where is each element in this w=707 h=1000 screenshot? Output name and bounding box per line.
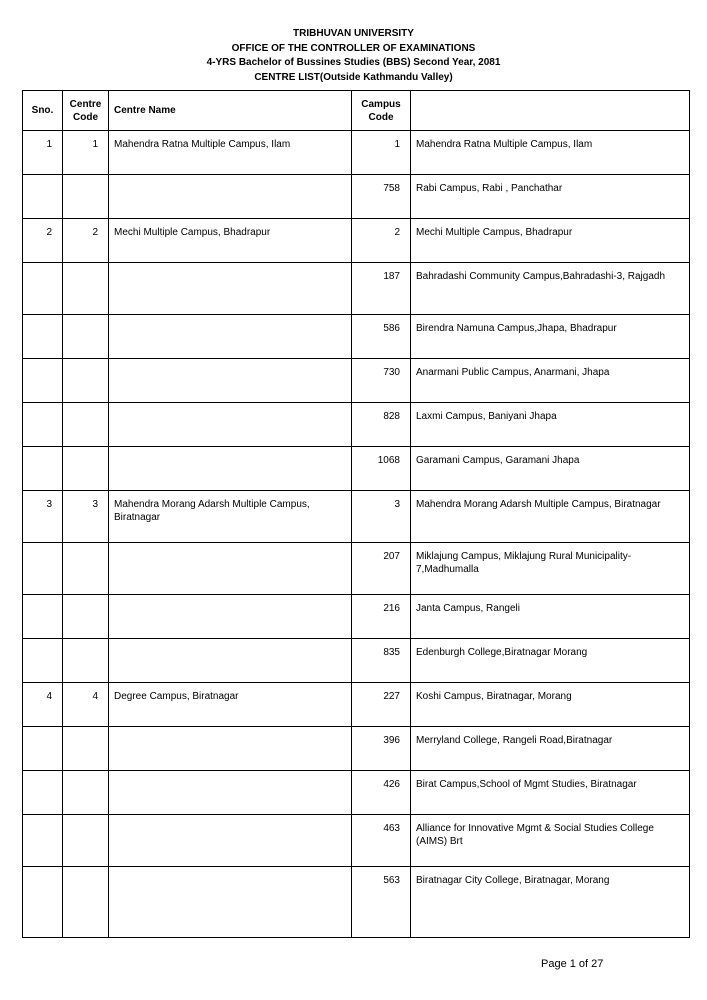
campus-name-cell: Birendra Namuna Campus,Jhapa, Bhadrapur — [411, 315, 690, 359]
campus-code-cell: 216 — [352, 595, 411, 639]
table-row — [23, 403, 690, 447]
sno-cell: 4 — [23, 683, 63, 727]
centre-name-cell — [109, 315, 352, 359]
sno-cell: 1 — [23, 131, 63, 175]
campus-code-cell: 1 — [352, 131, 411, 175]
centre-code-cell — [63, 595, 109, 639]
campus-code-cell: 187 — [352, 263, 411, 315]
centre-name-header: Centre Name — [109, 91, 352, 131]
campus-code-cell: 1068 — [352, 447, 411, 491]
centre-code-cell: 4 — [63, 683, 109, 727]
sno-cell — [23, 315, 63, 359]
centre-code-cell: 1 — [63, 131, 109, 175]
table-header-row — [23, 91, 690, 131]
centre-code-cell — [63, 771, 109, 815]
centre-name-cell — [109, 359, 352, 403]
sno-header: Sno. — [23, 91, 63, 131]
centre-name-cell: Mechi Multiple Campus, Bhadrapur — [109, 219, 352, 263]
table-row — [23, 263, 690, 315]
campus-name-cell: Miklajung Campus, Miklajung Rural Municipality-7,Madhumalla — [411, 543, 690, 595]
centre-code-cell — [63, 175, 109, 219]
centre-code-cell — [63, 727, 109, 771]
table-row — [23, 727, 690, 771]
campus-name-cell: Garamani Campus, Garamani Jhapa — [411, 447, 690, 491]
table-body — [23, 131, 690, 938]
campus-name-cell: Alliance for Innovative Mgmt & Social Studies College (AIMS) Brt — [411, 815, 690, 867]
campus-code-cell: 207 — [352, 543, 411, 595]
table-row — [23, 175, 690, 219]
campus-name-cell: Birat Campus,School of Mgmt Studies, Biratnagar — [411, 771, 690, 815]
campus-code-cell: 2 — [352, 219, 411, 263]
page-number: Page 1 of 27 — [541, 958, 604, 970]
centre-code-cell — [63, 403, 109, 447]
campus-code-header-line2: Code — [368, 111, 394, 123]
campus-code-cell: 563 — [352, 867, 411, 938]
centre-code-cell — [63, 815, 109, 867]
centre-code-cell: 2 — [63, 219, 109, 263]
document-header — [0, 27, 707, 85]
sno-cell — [23, 359, 63, 403]
centre-code-header — [63, 91, 109, 131]
centre-code-cell: 3 — [63, 491, 109, 543]
table-row — [23, 639, 690, 683]
centre-code-header-line2: Code — [73, 111, 98, 123]
sno-cell — [23, 867, 63, 938]
sno-cell: 2 — [23, 219, 63, 263]
campus-name-cell: Rabi Campus, Rabi , Panchathar — [411, 175, 690, 219]
centre-name-cell — [109, 403, 352, 447]
centre-name-cell: Degree Campus, Biratnagar — [109, 683, 352, 727]
campus-code-cell: 3 — [352, 491, 411, 543]
campus-name-cell: Edenburgh College,Biratnagar Morang — [411, 639, 690, 683]
table-row — [23, 867, 690, 938]
table-row — [23, 595, 690, 639]
table-row — [23, 815, 690, 867]
campus-name-cell: Merryland College, Rangeli Road,Biratnagar — [411, 727, 690, 771]
campus-name-cell: Laxmi Campus, Baniyani Jhapa — [411, 403, 690, 447]
office-title: OFFICE OF THE CONTROLLER OF EXAMINATIONS — [231, 42, 476, 54]
centre-name-cell: Mahendra Morang Adarsh Multiple Campus, Biratnagar — [109, 491, 352, 543]
table-row — [23, 131, 690, 175]
sno-cell — [23, 727, 63, 771]
centre-code-header-line1: Centre — [69, 98, 102, 110]
campus-name-cell: Mechi Multiple Campus, Bhadrapur — [411, 219, 690, 263]
campus-name-cell: Mahendra Ratna Multiple Campus, Ilam — [411, 131, 690, 175]
sno-cell — [23, 403, 63, 447]
sno-cell — [23, 771, 63, 815]
table-row — [23, 315, 690, 359]
centre-name-cell — [109, 867, 352, 938]
table-row — [23, 683, 690, 727]
campus-code-header — [352, 91, 411, 131]
list-title: CENTRE LIST(Outside Kathmandu Valley) — [254, 71, 453, 83]
programme-title: 4-YRS Bachelor of Bussines Studies (BBS) Second Year, 2081 — [206, 57, 501, 68]
campus-code-cell: 828 — [352, 403, 411, 447]
centre-code-cell — [63, 639, 109, 683]
centre-name-cell — [109, 771, 352, 815]
sno-cell — [23, 447, 63, 491]
campus-name-cell: Anarmani Public Campus, Anarmani, Jhapa — [411, 359, 690, 403]
university-title: TRIBHUVAN UNIVERSITY — [293, 28, 414, 39]
centre-code-cell — [63, 315, 109, 359]
campus-code-header-line1: Campus — [361, 98, 401, 110]
centre-name-cell — [109, 595, 352, 639]
sno-cell — [23, 263, 63, 315]
campus-name-cell: Koshi Campus, Biratnagar, Morang — [411, 683, 690, 727]
campus-code-cell: 586 — [352, 315, 411, 359]
sno-cell — [23, 543, 63, 595]
centre-code-cell — [63, 359, 109, 403]
centre-name-cell — [109, 447, 352, 491]
campus-code-cell: 227 — [352, 683, 411, 727]
table-row — [23, 447, 690, 491]
campus-code-cell: 396 — [352, 727, 411, 771]
centre-code-cell — [63, 867, 109, 938]
table-row — [23, 359, 690, 403]
table-row — [23, 491, 690, 543]
sno-cell: 3 — [23, 491, 63, 543]
centre-code-cell — [63, 543, 109, 595]
campus-name-cell: Janta Campus, Rangeli — [411, 595, 690, 639]
table-row — [23, 543, 690, 595]
campus-name-header — [411, 91, 690, 131]
centre-name-cell: Mahendra Ratna Multiple Campus, Ilam — [109, 131, 352, 175]
campus-name-cell: Bahradashi Community Campus,Bahradashi-3, Rajgadh — [411, 263, 690, 315]
centre-name-cell — [109, 175, 352, 219]
table-row — [23, 219, 690, 263]
campus-name-cell: Mahendra Morang Adarsh Multiple Campus, Biratnagar — [411, 491, 690, 543]
centre-name-cell — [109, 639, 352, 683]
sno-cell — [23, 639, 63, 683]
campus-code-cell: 426 — [352, 771, 411, 815]
sno-cell — [23, 595, 63, 639]
centre-name-cell — [109, 727, 352, 771]
centre-code-cell — [63, 447, 109, 491]
centre-code-cell — [63, 263, 109, 315]
centre-name-cell — [109, 815, 352, 867]
centre-name-cell — [109, 543, 352, 595]
campus-code-cell: 730 — [352, 359, 411, 403]
sno-cell — [23, 175, 63, 219]
sno-cell — [23, 815, 63, 867]
campus-code-cell: 835 — [352, 639, 411, 683]
centre-name-cell — [109, 263, 352, 315]
campus-code-cell: 463 — [352, 815, 411, 867]
table-row — [23, 771, 690, 815]
centre-list-table — [22, 90, 690, 938]
campus-code-cell: 758 — [352, 175, 411, 219]
campus-name-cell: Biratnagar City College, Biratnagar, Morang — [411, 867, 690, 938]
